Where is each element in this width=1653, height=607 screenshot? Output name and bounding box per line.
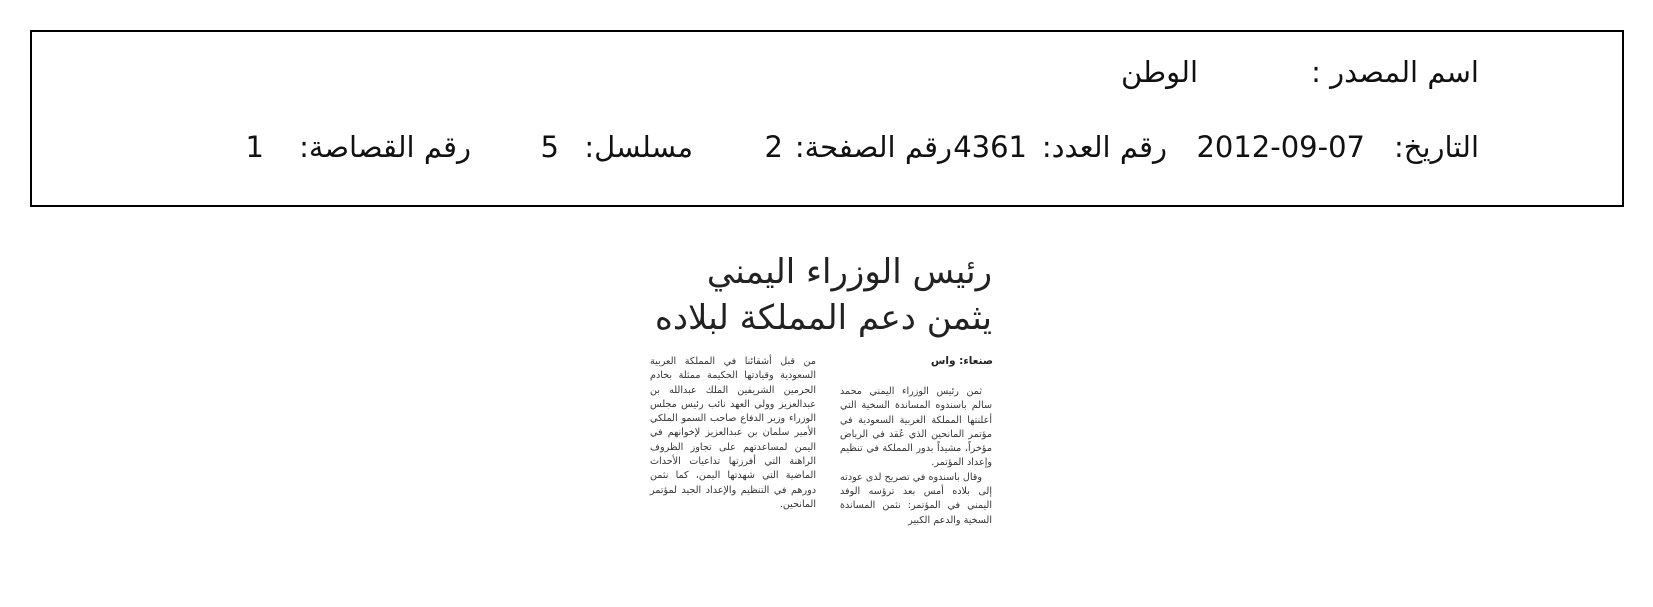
article-paragraph: ثمن رئيس الوزراء اليمني محمد سالم باسندوه المساندة السخية التي أعلنتها المملكة العربية السعودية في مؤتمر المانحين الذي عُقد في الرياض مؤخراً، مشيداً بدور المملكة في تنظيم وإعداد المؤتمر. <box>840 386 992 469</box>
article-column-right <box>840 385 992 585</box>
date-value: 2012-09-07 <box>1196 130 1365 164</box>
issue-value: 4361 <box>953 130 1027 164</box>
page-value: 2 <box>764 130 783 164</box>
clip-label: رقم القصاصة: <box>299 130 471 164</box>
article-headline-line1: رئيس الوزراء اليمني <box>706 252 992 292</box>
date-label: التاريخ: <box>1393 130 1479 164</box>
article-headline-line2: يثمن دعم المملكة لبلاده <box>655 298 992 338</box>
serial-value: 5 <box>540 130 559 164</box>
issue-label: رقم العدد: <box>1041 130 1167 164</box>
article-column-left <box>650 355 816 585</box>
clip-value: 1 <box>245 130 264 164</box>
page-label: رقم الصفحة: <box>794 130 952 164</box>
source-label: اسم المصدر : <box>1311 55 1479 89</box>
article-paragraph: وقال باسندوه في تصريح لدى عودته إلى بلاده أمس بعد ترؤسه الوفد اليمني في المؤتمر: نثمن المساندة السخية والدعم الكبير <box>840 471 992 526</box>
article-byline: صنعاء: واس <box>930 355 993 367</box>
article-paragraph: من قبل أشقائنا في المملكة العربية السعودية وقيادتها الحكيمة ممثلة بخادم الحرمين الشريفين الملك عبدالله بن عبدالعزيز وولي العهد نائب رئيس مجلس الوزراء وزير الدفاع صاحب السمو الملكي الأمير سلمان بن عبدالعزيز لإخوانهم في اليمن لمساعدتهم على تجاوز الظروف الراهنة التي أفرزتها تداعيات الأحداث الماضية التي شهدتها اليمن، كما نثمن دورهم في التنظيم والإعداد الجيد لمؤتمر المانحين. <box>650 356 816 510</box>
source-value: الوطن <box>1120 55 1198 89</box>
serial-label: مسلسل: <box>584 130 693 164</box>
